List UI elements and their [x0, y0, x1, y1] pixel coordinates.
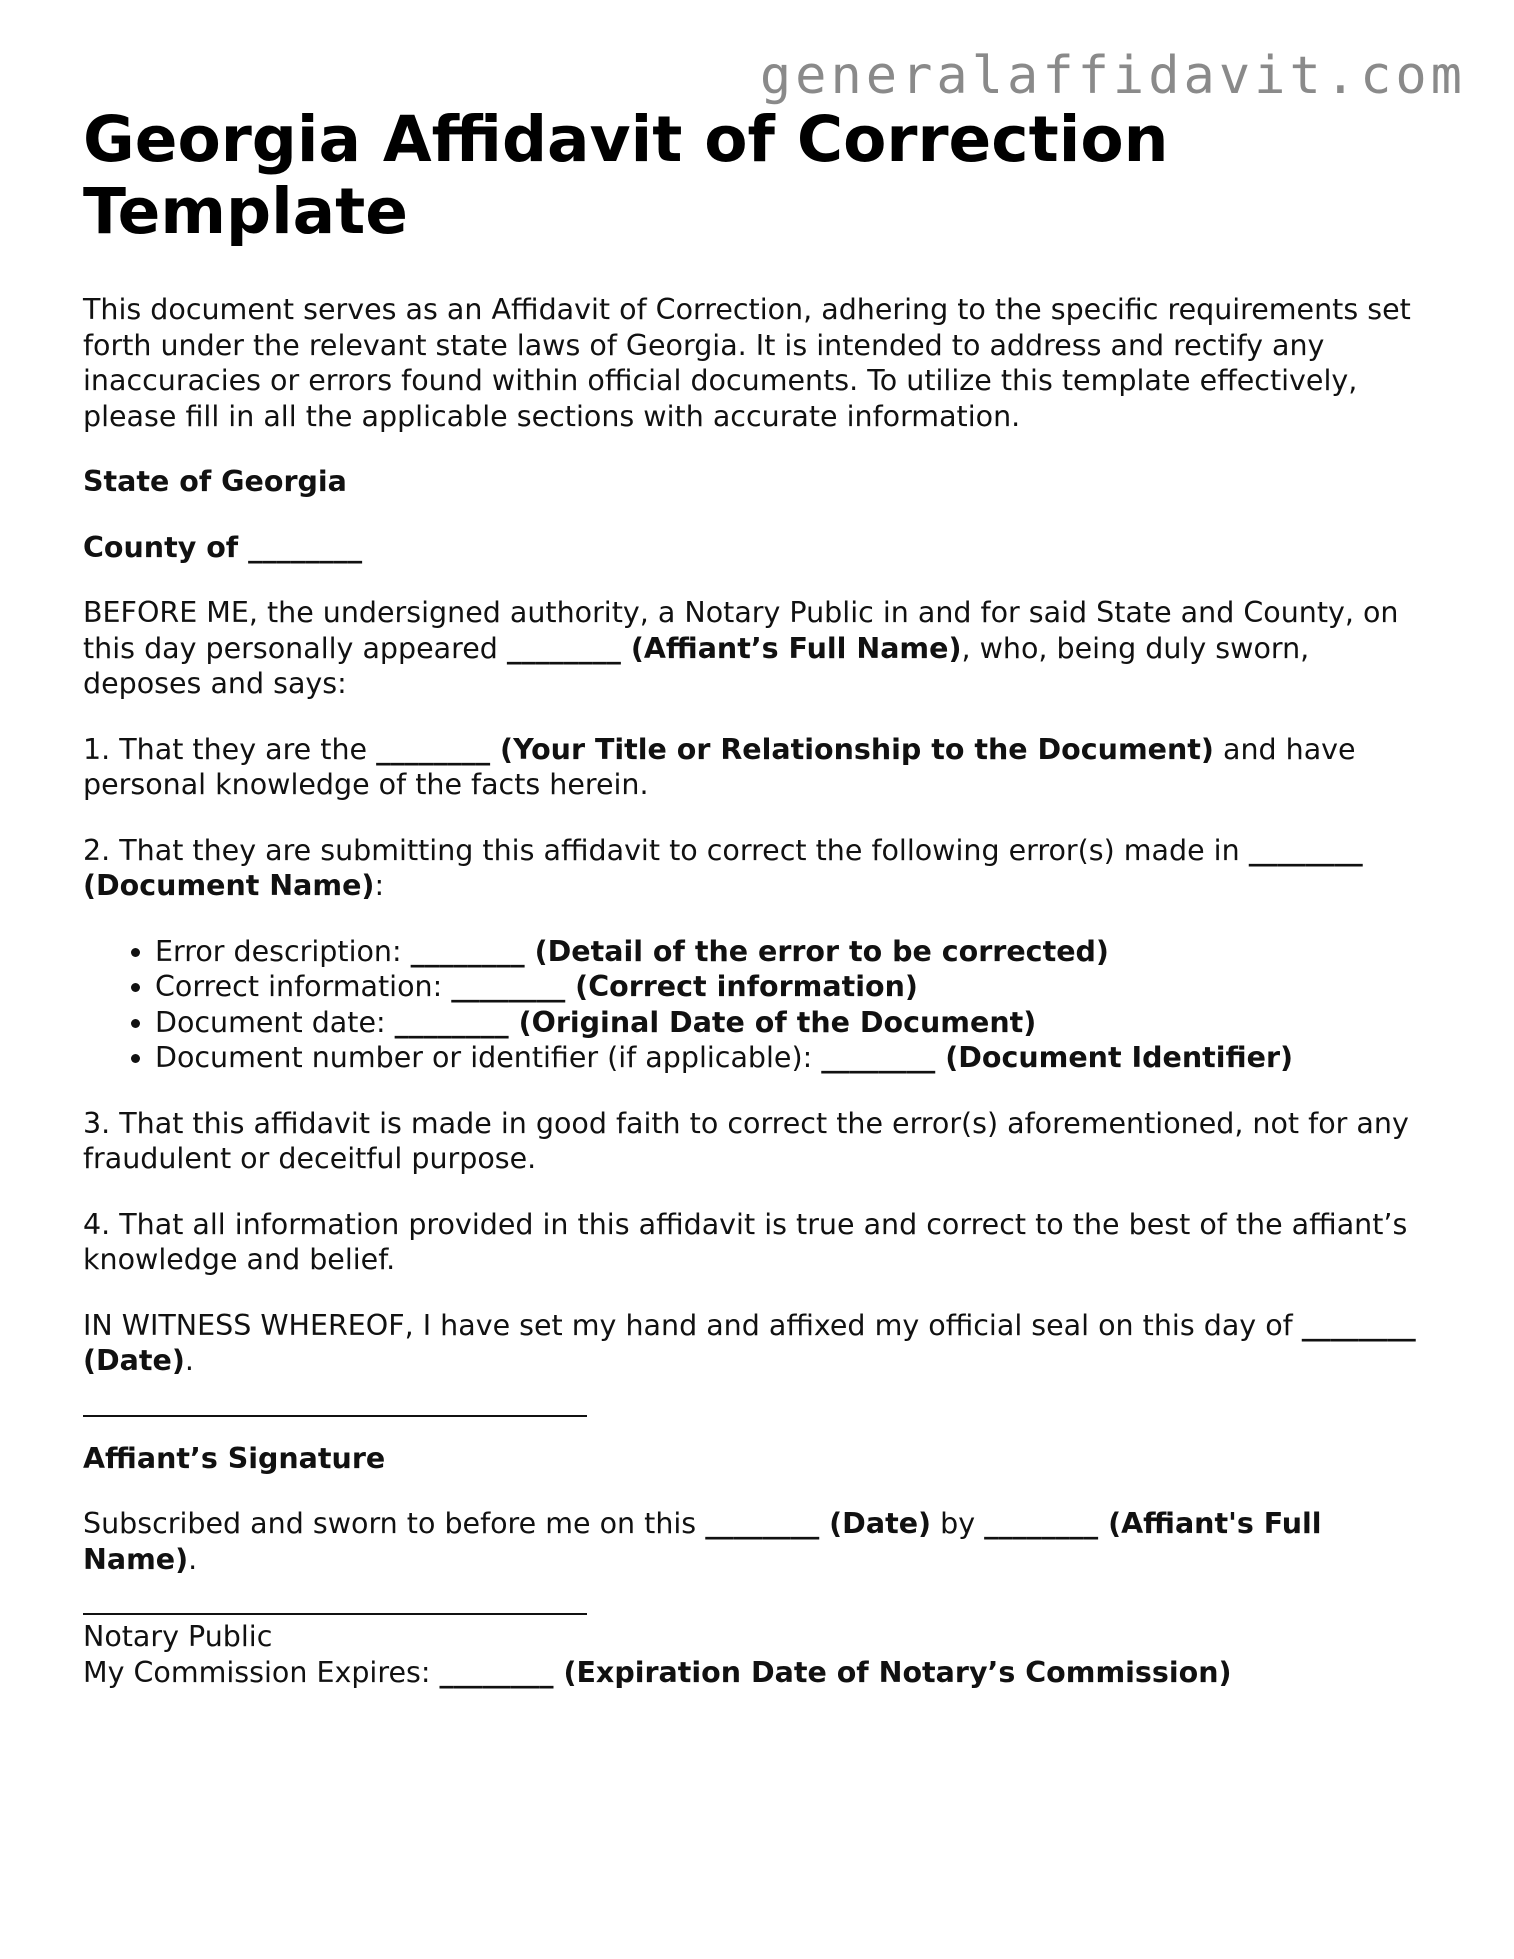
- list-item: • Correct information: ________ (Correct information): [155, 969, 1433, 1005]
- intro-paragraph: This document serves as an Affidavit of Correction, adhering to the specific requirements set forth under the relevant state laws of Georgia. It is intended to address and rectify any inaccuracies or errors found within official documents. To utilize this template effectively, please fill in all the applicable sections with accurate information.: [83, 293, 1411, 433]
- subscribed-paragraph: Subscribed and sworn to before me on this ________ (Date) by ________ (Affiant's Full Name).: [83, 1507, 1322, 1576]
- witness-paragraph: IN WITNESS WHEREOF, I have set my hand and affixed my official seal on this day of ________ (Date).: [83, 1308, 1416, 1377]
- witness-date-blank[interactable]: ________: [1301, 1308, 1416, 1342]
- statement-3: 3. That this affidavit is made in good faith to correct the error(s) aforementioned, not for any fraudulent or deceitful purpose.: [83, 1106, 1409, 1175]
- page-title: Georgia Affidavit of Correction Template: [83, 103, 1169, 248]
- commission-expires: My Commission Expires: ________ (Expiration Date of Notary’s Commission): [83, 1655, 1232, 1689]
- list-item: • Document number or identifier (if applicable): ________ (Document Identifier): [155, 1040, 1433, 1076]
- notary-signature-line[interactable]: [83, 1613, 587, 1615]
- before-me-paragraph: BEFORE ME, the undersigned authority, a Notary Public in and for said State and County, on this day personally appeared ________ (Affiant’s Full Name), who, being duly sworn, deposes and says:: [83, 596, 1399, 700]
- document-identifier-blank[interactable]: ________: [821, 1041, 936, 1074]
- error-description-blank[interactable]: ________: [410, 934, 525, 968]
- list-item: • Document date: ________ (Original Date of the Document): [155, 1005, 1433, 1041]
- affiant-signature-label: Affiant’s Signature: [83, 1441, 386, 1475]
- subscribed-date-blank[interactable]: ________: [705, 1507, 820, 1540]
- statement-2: 2. That they are submitting this affidavit to correct the following error(s) made in ________ (Document Name):: [83, 833, 1363, 902]
- correct-information-blank[interactable]: ________: [451, 970, 566, 1003]
- document-date-blank[interactable]: ________: [394, 1005, 509, 1039]
- affiant-name-blank[interactable]: ________: [506, 631, 621, 665]
- list-item: • Error description: ________ (Detail of the error to be corrected): [155, 934, 1433, 970]
- subscribed-name-blank[interactable]: ________: [984, 1507, 1099, 1540]
- document-page: [83, 104, 1433, 1690]
- notary-public-label: Notary Public: [83, 1620, 273, 1653]
- affiant-signature-line[interactable]: [83, 1415, 587, 1417]
- watermark: generalaffidavit.com: [759, 46, 1466, 106]
- county-heading: County of ________: [83, 530, 363, 564]
- state-heading: State of Georgia: [83, 465, 347, 498]
- statement-4: 4. That all information provided in this affidavit is true and correct to the best of the affiant’s knowledge and belief.: [83, 1207, 1408, 1276]
- title-blank[interactable]: ________: [376, 732, 491, 766]
- document-name-blank[interactable]: ________: [1248, 833, 1363, 867]
- error-details-list: [83, 934, 1433, 1076]
- commission-date-blank[interactable]: ________: [439, 1655, 554, 1689]
- statement-1: 1. That they are the ________ (Your Title or Relationship to the Document) and have personal knowledge of the facts herein.: [83, 732, 1356, 801]
